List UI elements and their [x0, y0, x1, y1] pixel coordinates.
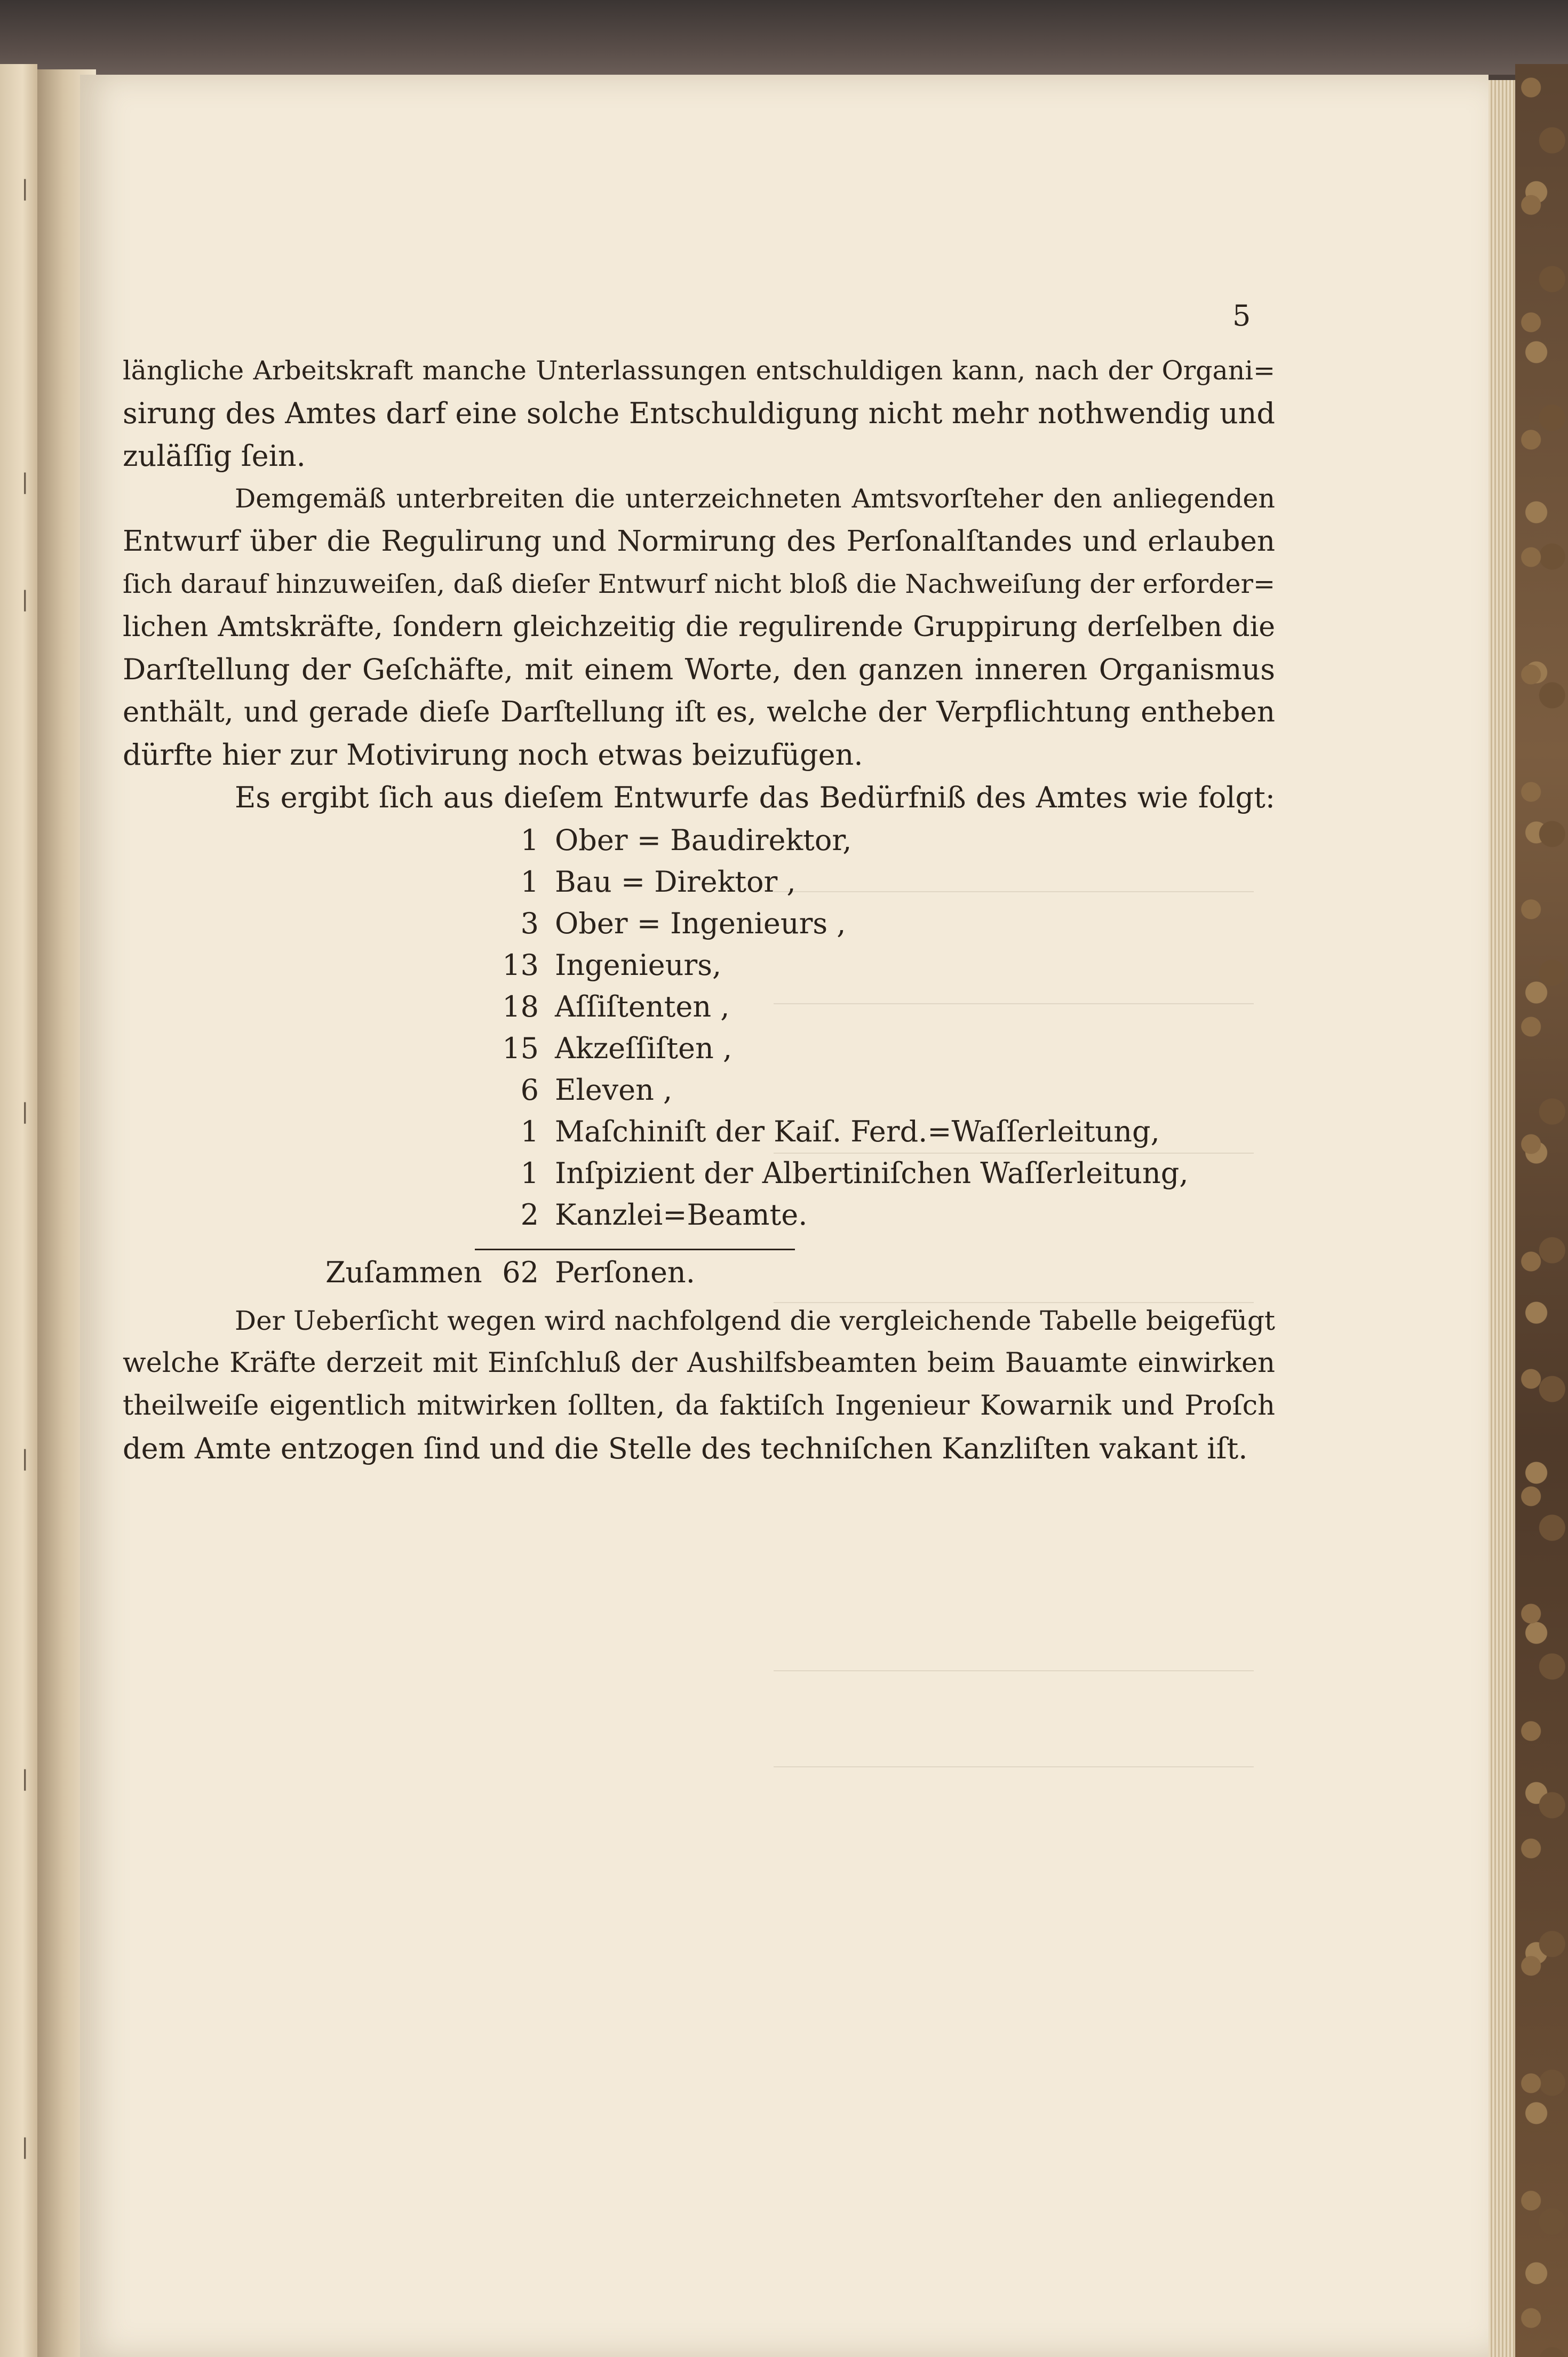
document-page	[80, 75, 1489, 2357]
margin-tick: |	[21, 1099, 29, 1124]
marbled-cover	[1515, 64, 1568, 2357]
text-line: Es ergibt ſich aus dieſem Entwurfe das Bedürfniß des Amtes wie folgt:	[235, 781, 1275, 814]
list-count: 18	[502, 990, 539, 1023]
list-label: Eleven ,	[555, 1073, 673, 1107]
page-number: 5	[1232, 299, 1251, 332]
list-count: 1	[520, 823, 539, 857]
total-count: 62	[502, 1256, 539, 1289]
text-line: theilweiſe eigentlich mitwirken ſollten, da faktiſch Ingenieur Kowarnik und Proſch	[123, 1390, 1275, 1422]
text-line: dem Amte entzogen ſind und die Stelle des techniſchen Kanzliſten vakant iſt.	[123, 1432, 1248, 1465]
list-count: 13	[502, 948, 539, 982]
list-count: 15	[502, 1031, 539, 1065]
text-line: Darſtellung der Geſchäfte, mit einem Worte, den ganzen inneren Organismus	[123, 653, 1275, 686]
list-label: Ober = Ingenieurs ,	[555, 907, 846, 940]
total-prefix: Zuſammen	[325, 1256, 482, 1289]
text-line: Demgemäß unterbreiten die unterzeichneten Amtsvorſteher den anliegenden	[235, 483, 1275, 514]
page-edges	[1489, 80, 1515, 2357]
text-line: lichen Amtskräfte, ſondern gleichzeitig die regulirende Gruppirung derſelben die	[123, 611, 1275, 643]
facing-page-edge	[0, 64, 37, 2357]
text-line: Der Ueberſicht wegen wird nachfolgend die vergleichende Tabelle beigefügt	[235, 1305, 1275, 1336]
list-count: 1	[520, 865, 539, 899]
text-line: welche Kräfte derzeit mit Einſchluß der Aushilfsbeamten beim Bauamte einwirken	[123, 1347, 1275, 1379]
text-line: dürfte hier zur Motivirung noch etwas beizufügen.	[123, 738, 863, 772]
text-line: ſich darauf hinzuweiſen, daß dieſer Entwurf nicht bloß die Nachweiſung der erforder=	[123, 569, 1275, 599]
list-count: 2	[520, 1198, 539, 1232]
list-label: Kanzlei=Beamte.	[555, 1198, 808, 1232]
show-through	[774, 1281, 1254, 1303]
list-label: Bau = Direktor ,	[555, 865, 796, 899]
margin-tick: |	[21, 2134, 29, 2159]
list-count: 3	[520, 907, 539, 940]
margin-tick: |	[21, 176, 29, 201]
text-line: Entwurf über die Regulirung und Normirung des Perſonalſtandes und erlauben	[123, 525, 1275, 558]
scan-background-top	[0, 0, 1568, 75]
list-label: Ober = Baudirektor,	[555, 823, 852, 857]
list-count: 6	[520, 1073, 539, 1107]
margin-tick: |	[21, 587, 29, 612]
text-line: enthält, und gerade dieſe Darſtellung iſt es, welche der Verpflichtung entheben	[123, 696, 1275, 728]
show-through	[774, 1649, 1254, 1671]
margin-tick: |	[21, 470, 29, 494]
list-label: Inſpizient der Albertiniſchen Waſſerleitung,	[555, 1156, 1189, 1190]
show-through	[774, 1745, 1254, 1767]
show-through	[774, 982, 1254, 1004]
list-label: Akzeſſiſten ,	[555, 1031, 733, 1065]
total-label: Perſonen.	[555, 1256, 695, 1289]
text-line: längliche Arbeitskraft manche Unterlassungen entschuldigen kann, nach der Organi=	[123, 355, 1275, 386]
show-through	[774, 870, 1254, 892]
list-count: 1	[520, 1115, 539, 1148]
list-label: Ingenieurs,	[555, 948, 722, 982]
list-label: Maſchiniſt der Kaiſ. Ferd.=Waſſerleitung,	[555, 1115, 1160, 1148]
list-label: Aſſiſtenten ,	[555, 990, 730, 1023]
text-line: sirung des Amtes darf eine solche Entschuldigung nicht mehr nothwendig und	[123, 396, 1275, 430]
margin-tick: |	[21, 1766, 29, 1791]
list-count: 1	[520, 1156, 539, 1190]
margin-tick: |	[21, 1446, 29, 1471]
text-line: zuläſſig ſein.	[123, 439, 306, 473]
sum-rule	[475, 1249, 795, 1250]
